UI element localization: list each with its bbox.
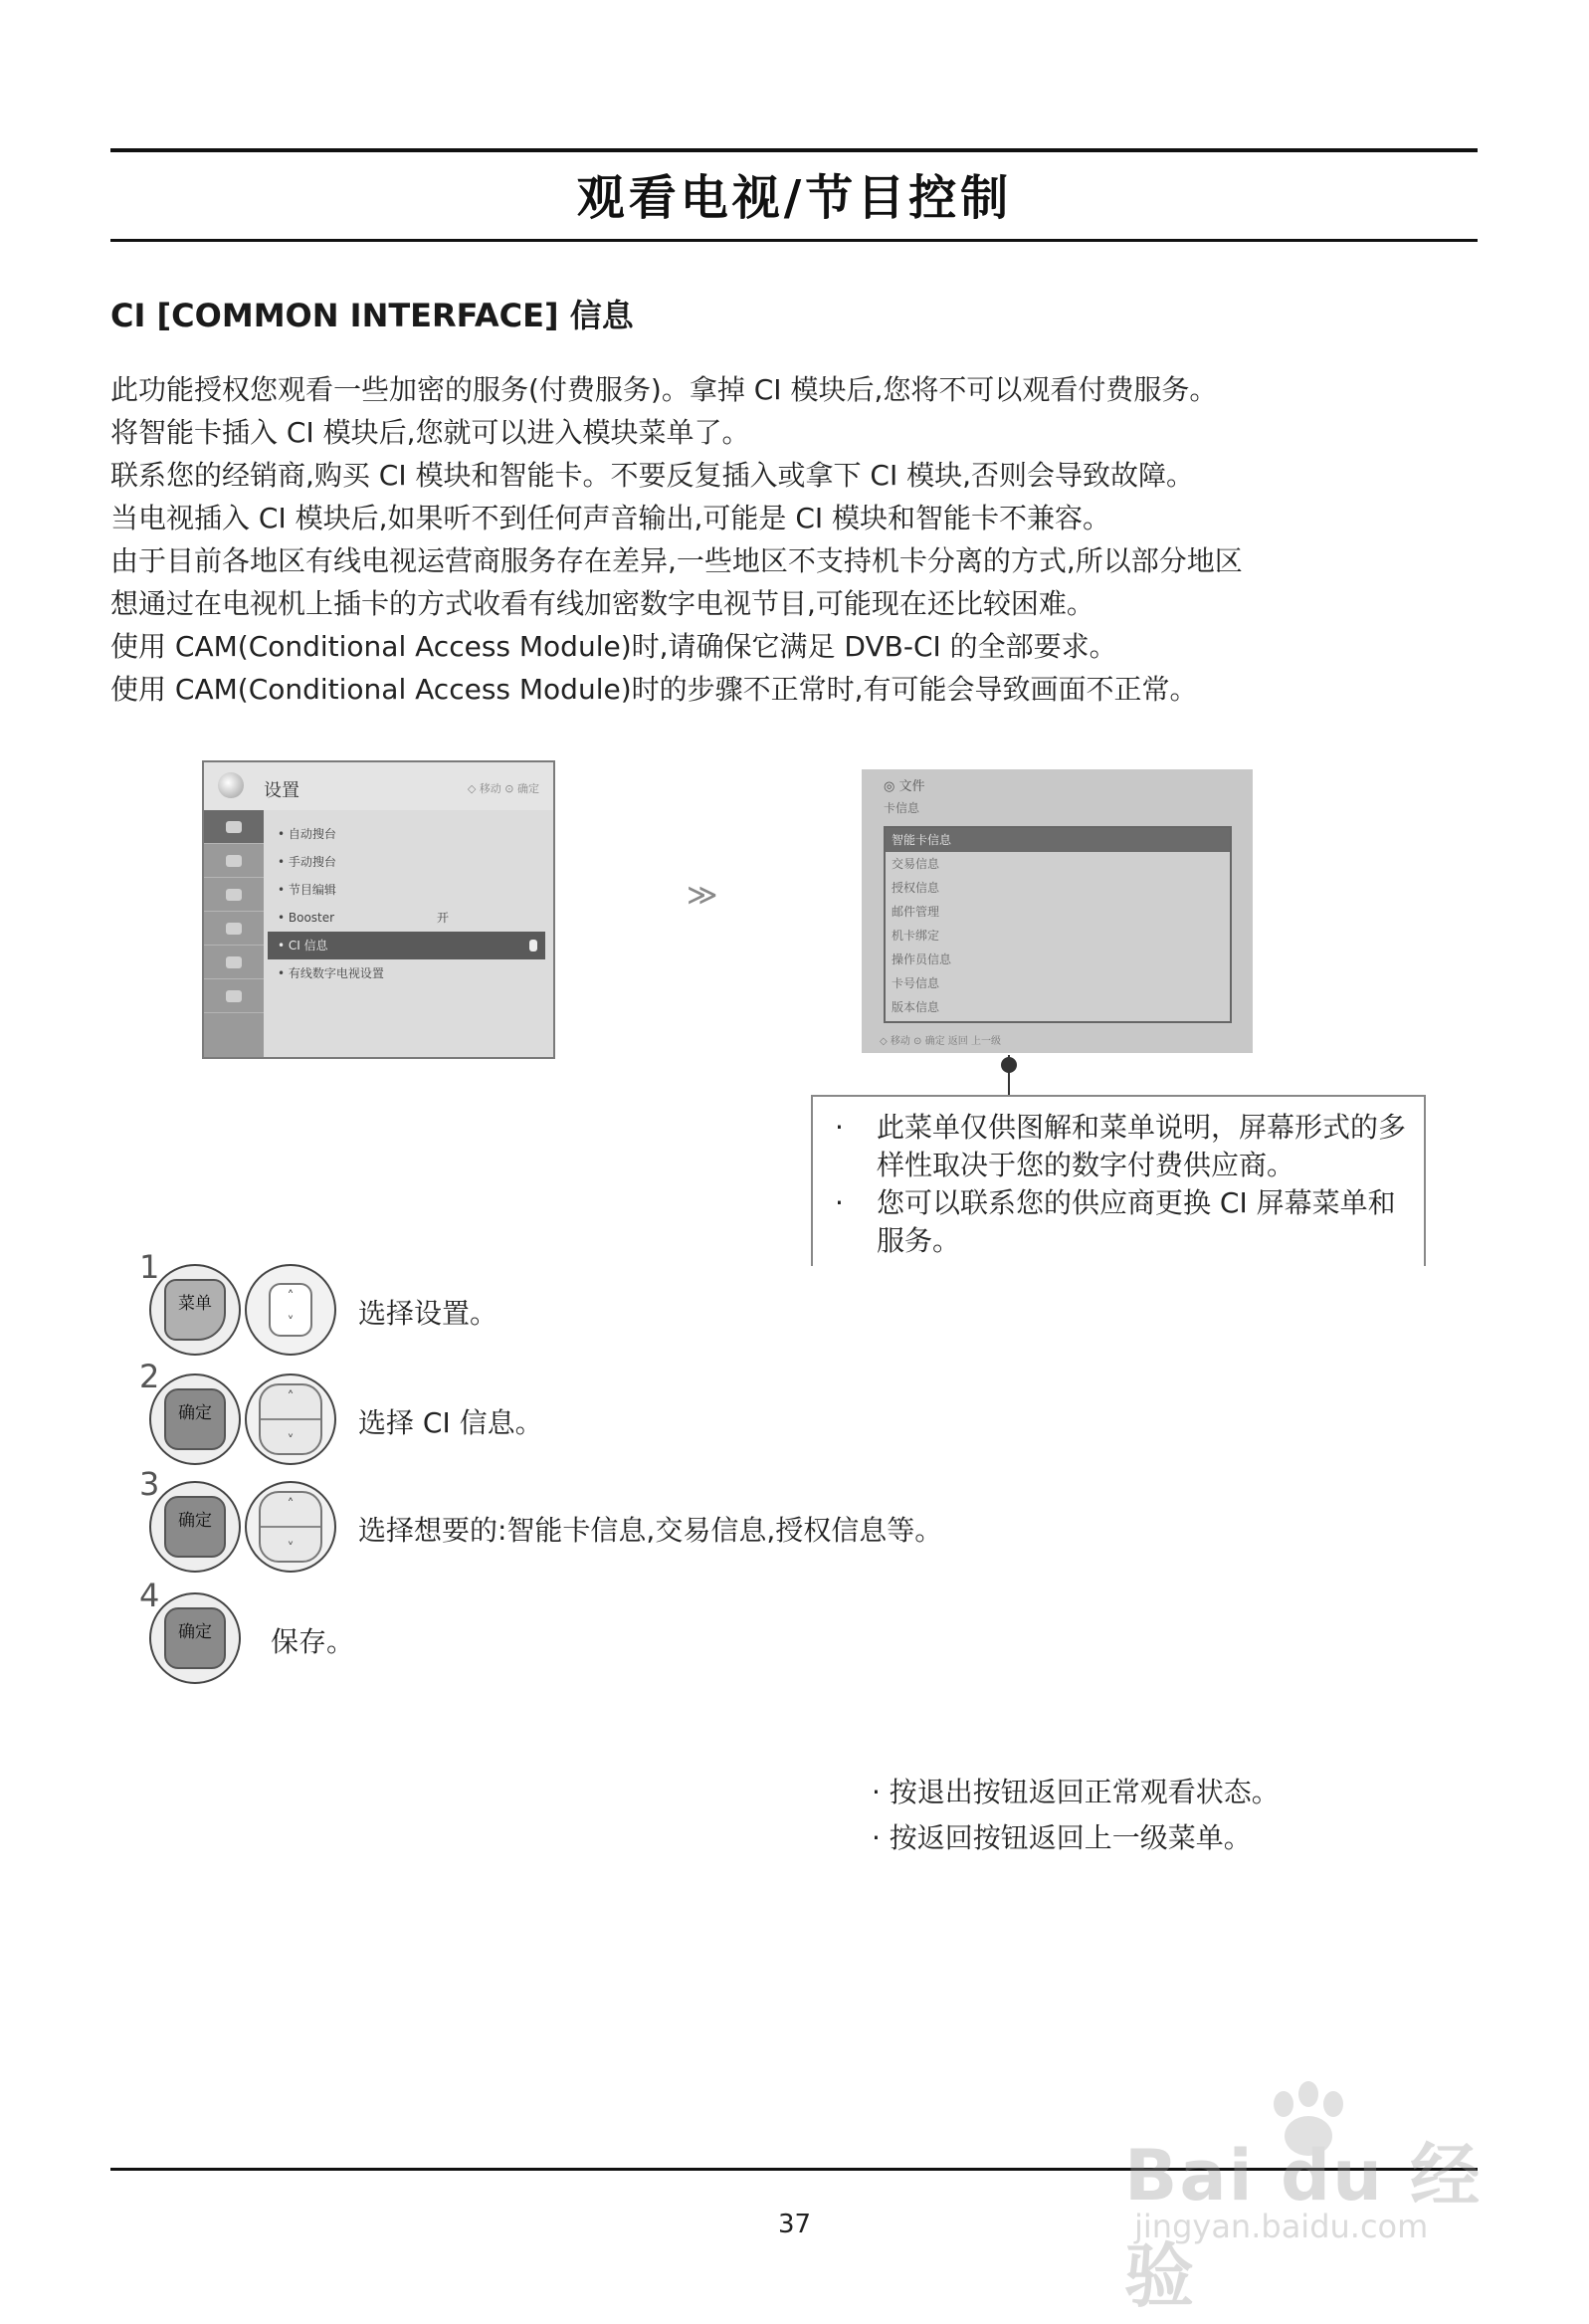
ci-menu-item: 交易信息 xyxy=(892,857,940,871)
note-item: · 您可以联系您的供应商更换 CI 屏幕菜单和服务。 xyxy=(835,1186,1396,1257)
settings-menu-header xyxy=(204,762,553,810)
ci-menu-item: 卡号信息 xyxy=(892,976,940,990)
menu-button-icon: 菜单 xyxy=(149,1264,241,1356)
step-number: 4 xyxy=(139,1577,160,1614)
note-box xyxy=(811,1095,1426,1266)
intro-text xyxy=(110,368,1484,711)
ci-menu-item: 邮件管理 xyxy=(892,905,940,919)
ci-menu-screenshot xyxy=(862,769,1253,1053)
ci-menu-item-selected: 智能卡信息 xyxy=(886,828,1230,852)
settings-menu-hint: ◇ 移动 ⊙ 确定 xyxy=(467,782,539,795)
top-rule xyxy=(110,148,1478,152)
ci-menu-subheader: 卡信息 xyxy=(884,801,920,815)
ci-menu-item: 机卡绑定 xyxy=(892,929,940,943)
step-number: 1 xyxy=(139,1248,160,1286)
watermark-logo: Bai du 经验 xyxy=(1124,2135,1483,2317)
tab-audio-icon xyxy=(204,878,264,912)
ci-menu-item: 授权信息 xyxy=(892,881,940,895)
step-number: 3 xyxy=(139,1465,160,1503)
ci-menu-footer: ◇ 移动 ⊙ 确定 返回 上一级 xyxy=(880,1036,1001,1047)
tab-lock-icon xyxy=(204,946,264,979)
watermark-url: jingyan.baidu.com xyxy=(1134,2208,1429,2245)
step-label: 选择设置。 xyxy=(358,1297,498,1330)
settings-menu-item: • 有线数字电视设置 xyxy=(278,966,384,980)
ok-button-icon: 确定 xyxy=(149,1592,241,1684)
settings-menu-item: • 手动搜台 xyxy=(278,855,336,869)
tab-time-icon xyxy=(204,912,264,946)
settings-menu-item-selected: • CI 信息 xyxy=(268,932,545,959)
tip-item: · 按返回按钮返回上一级菜单。 xyxy=(872,1821,1252,1854)
ci-menu-item: 操作员信息 xyxy=(892,952,952,966)
baidu-watermark xyxy=(1114,2080,1512,2317)
settings-menu-title: 设置 xyxy=(264,780,299,801)
ok-button-icon: 确定 xyxy=(149,1481,241,1573)
tips xyxy=(872,1770,1280,1861)
tip-item: · 按退出按钮返回正常观看状态。 xyxy=(872,1776,1280,1808)
section-heading: CI [COMMON INTERFACE] 信息 xyxy=(110,297,634,334)
tab-channel-icon xyxy=(204,810,264,844)
settings-logo-icon xyxy=(218,772,244,798)
intro-line: 将智能卡插入 CI 模块后,您就可以进入模块菜单了。 xyxy=(110,416,750,449)
intro-line: 此功能授权您观看一些加密的服务(付费服务)。拿掉 CI 模块后,您将不可以观看付费服务。 xyxy=(110,373,1218,406)
settings-menu-screenshot xyxy=(202,760,555,1059)
ci-menu-header: ◎ 文件 xyxy=(884,779,925,794)
booster-value: 开 xyxy=(437,911,450,925)
settings-menu-item: • 节目编辑 xyxy=(278,883,336,897)
step-label: 选择 CI 信息。 xyxy=(358,1406,543,1439)
next-arrow-icon: ≫ xyxy=(687,878,718,913)
settings-side-tabs xyxy=(204,810,264,1057)
direction-pad-icon: ˄ ˅ xyxy=(245,1264,336,1356)
tab-input-icon xyxy=(204,979,264,1013)
tab-picture-icon xyxy=(204,844,264,878)
note-item: · 此菜单仅供图解和菜单说明，屏幕形式的多样性取决于您的数字付费供应商。 xyxy=(835,1111,1407,1181)
ci-menu-item: 版本信息 xyxy=(892,1000,940,1014)
settings-menu-item: • Booster 开 xyxy=(268,904,545,932)
page-title: 观看电视/节目控制 xyxy=(576,170,1013,226)
page-number: 37 xyxy=(777,2210,812,2239)
intro-line: 当电视插入 CI 模块后,如果听不到任何声音输出,可能是 CI 模块和智能卡不兼容。 xyxy=(110,502,1111,534)
ok-button-icon: 确定 xyxy=(149,1373,241,1465)
ci-menu-list xyxy=(884,826,1232,1023)
step-number: 2 xyxy=(139,1358,160,1395)
title-underline xyxy=(110,239,1478,242)
step-label: 选择想要的:智能卡信息,交易信息,授权信息等。 xyxy=(358,1514,943,1547)
intro-line: 由于目前各地区有线电视运营商服务存在差异,一些地区不支持机卡分离的方式,所以部分地区 xyxy=(110,544,1243,577)
step-label: 保存。 xyxy=(271,1625,355,1658)
intro-line: 使用 CAM(Conditional Access Module)时的步骤不正常时,有可能会导致画面不正常。 xyxy=(110,673,1198,706)
settings-menu-list xyxy=(268,820,545,987)
intro-line: 联系您的经销商,购买 CI 模块和智能卡。不要反复插入或拿下 CI 模块,否则会导致故障。 xyxy=(110,459,1195,492)
enter-icon xyxy=(529,940,537,951)
up-down-button-icon: ˄ ˅ xyxy=(245,1481,336,1573)
callout-dot xyxy=(1001,1057,1017,1073)
settings-menu-item: • 自动搜台 xyxy=(278,827,336,841)
intro-line: 使用 CAM(Conditional Access Module)时,请确保它满足 DVB-CI 的全部要求。 xyxy=(110,630,1117,663)
up-down-button-icon: ˄ ˅ xyxy=(245,1373,336,1465)
intro-line: 想通过在电视机上插卡的方式收看有线加密数字电视节目,可能现在还比较困难。 xyxy=(110,587,1094,620)
